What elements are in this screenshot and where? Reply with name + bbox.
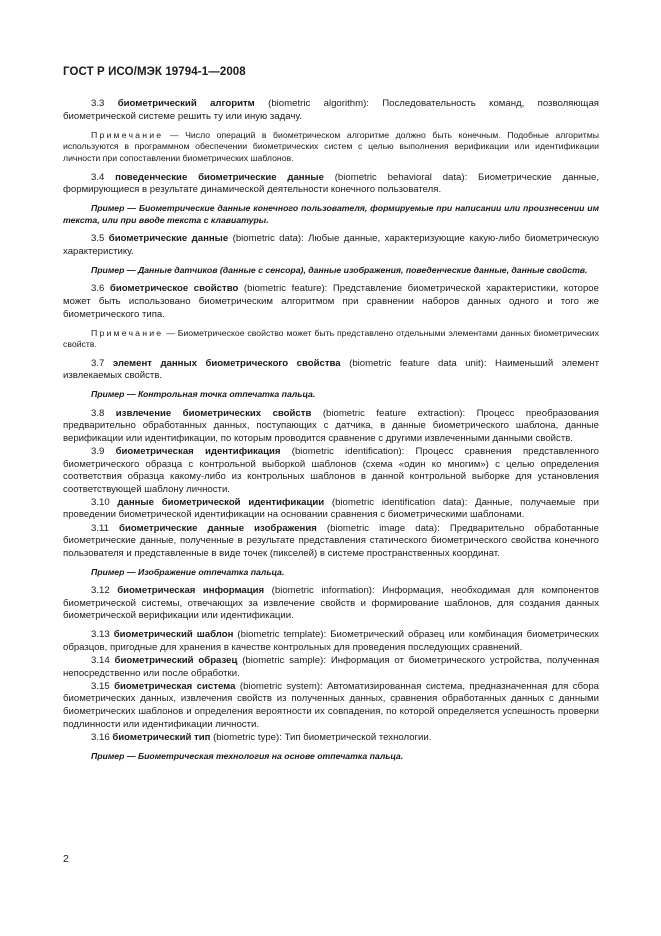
definition-3-12 (63, 585, 599, 623)
example-3-11: Пример — Изображение отпечатка пальца. (91, 566, 285, 577)
definition-3-5 (63, 233, 599, 258)
definition-3-11 (63, 523, 599, 561)
definition-text: (biometric feature): Представление биометрической характеристики, которое может быть использовано биометрическим алгоритмом при сравнении наборов данных одного и того же биометрического типа. (63, 283, 599, 320)
definition-number: 3.12 (91, 585, 118, 597)
definition-term: элемент данных биометрического свойства (112, 357, 341, 369)
note-label: Примечание (91, 327, 164, 338)
example-3-7: Пример — Контрольная точка отпечатка пальца. (91, 389, 316, 400)
definition-3-15 (63, 681, 599, 731)
definition-number: 3.6 (91, 283, 110, 295)
example-3-4: Пример — Биометрические данные конечного пользователя, формируемые при написании или произнесении им текста, или при вводе текста с клавиатуры. (63, 203, 599, 226)
definition-number: 3.14 (91, 655, 115, 667)
definition-term: данные биометрической идентификации (117, 496, 325, 508)
definition-number: 3.11 (91, 522, 120, 534)
definition-term: биометрический шаблон (113, 629, 234, 641)
definition-term: биометрический образец (114, 655, 238, 667)
definition-number: 3.7 (91, 357, 113, 369)
document-header: ГОСТ Р ИСО/МЭК 19794-1—2008 (63, 66, 246, 78)
definition-number: 3.5 (91, 233, 109, 245)
definition-3-14 (63, 655, 599, 680)
definition-3-9 (63, 446, 599, 496)
definition-number: 3.15 (91, 680, 115, 692)
definition-number: 3.3 (91, 98, 118, 109)
definition-term: биометрические данные изображения (119, 522, 317, 534)
definition-text: (biometric template): Биометрический образец или комбинация биометрических образцов, пригодные для хранения в качестве контрольных для проведения последующих сравнений. (63, 629, 599, 653)
definition-number: 3.10 (91, 496, 118, 508)
definition-text: (biometric identification): Процесс сравнения представленного биометрического образца с контрольной выборкой шаблонов (схема «один ко многим») с целью определения соответствия образца какому-либо из контрольных шаблонов в данной контрольной выборке для установления соответствующей шаблону личности. (63, 445, 599, 495)
definition-3-8 (63, 408, 599, 446)
definition-number: 3.8 (91, 407, 116, 419)
definition-number: 3.4 (91, 171, 116, 183)
definition-3-7 (63, 358, 599, 383)
document-body (63, 98, 599, 769)
definition-text: (biometric algorithm): Последовательность команд, позволяющая биометрической системе решить ту или иную задачу. (63, 98, 599, 122)
definition-text: (biometric sample): Информация от биометрического устройства, полученная непосредственно или после обработки. (63, 655, 600, 679)
definition-text: (biometric system): Автоматизированная система, предназначенная для сбора биометрических данных, извлечения свойств из полученных данных, сравнения обработанных данных с данными биометрических шаблонов и определения вероятности их совпадения, по которой определяется успешность проверки подлинности или идентификации личности. (63, 680, 600, 730)
definition-number: 3.13 (91, 629, 114, 641)
definition-term: биометрическая информация (117, 585, 265, 597)
definition-3-3 (63, 98, 599, 123)
definition-3-13 (63, 629, 599, 654)
definition-3-4 (63, 172, 599, 197)
definition-3-6 (63, 283, 599, 321)
note-3-6 (63, 328, 599, 352)
page-number: 2 (63, 853, 69, 865)
definition-text: (biometric feature data unit): Наименьший элемент извлекаемых свойств. (63, 357, 599, 382)
note-label: Примечание (91, 129, 164, 140)
definition-text: (biometric data): Любые данные, характеризующие какую-либо биометрическую характеристику. (63, 233, 599, 257)
definition-term: извлечение биометрических свойств (115, 407, 312, 419)
note-3-3 (63, 130, 599, 165)
definition-3-10 (63, 497, 599, 522)
definition-term: поведенческие биометрические данные (115, 171, 324, 183)
definition-3-16 (63, 732, 599, 745)
definition-text: (biometric image data): Предварительно обработанные биометрические данные, полученные в результате представления статического биометрического свойства конечного пользователя и представленные в виде точек (пикселей) в системе пространственных координат. (63, 522, 599, 559)
definition-text: (biometric behavioral data): Биометрические данные, формирующиеся в результате динамической деятельности конечного пользователя. (63, 171, 599, 196)
note-text: — Биометрическое свойство может быть представлено отдельными элементами данных биометрических свойств. (63, 327, 599, 350)
definition-term: биометрическая система (114, 680, 236, 692)
example-3-16: Пример — Биометрическая технология на основе отпечатка пальца. (91, 750, 404, 761)
definition-term: биометрическое свойство (109, 283, 239, 295)
definition-text: (biometric identification data): Данные, получаемые при проведении биометрической идентификации на основании сравнения с биометрическими шаблонами. (63, 496, 600, 521)
example-3-5: Пример — Данные датчиков (данные с сенсора), данные изображения, поведенческие данные, данные свойств. (91, 265, 588, 276)
definition-text: (biometric type): Тип биометрической технологии. (210, 731, 432, 743)
definition-text: (biometric information): Информация, необходимая для компонентов биометрической системы, отвечающих за извлечение свойств и формирование шаблонов, для создания данных биометрической верификации или идентификации. (63, 585, 599, 622)
definition-term: биометрический алгоритм (117, 98, 255, 109)
definition-term: биометрический тип (112, 731, 211, 743)
definition-text: (biometric feature extraction): Процесс преобразования предварительно обработанных данных, поступающих с датчика, в данные биометрического шаблона, данные верификации или идентификации, по которым проводится сравнение с другими извлеченными данными свойств. (63, 407, 599, 444)
definition-term: биометрическая идентификация (115, 445, 281, 457)
definition-number: 3.9 (91, 445, 116, 457)
definition-number: 3.16 (91, 731, 113, 743)
definition-term: биометрические данные (108, 233, 229, 245)
note-text: — Число операций в биометрическом алгоритме должно быть конечным. Подобные алгоритмы используются в программном обеспечении биометрических систем с целью выполнения верификации или идентификации личности при сопоставлении биометрических шаблонов. (63, 129, 599, 164)
